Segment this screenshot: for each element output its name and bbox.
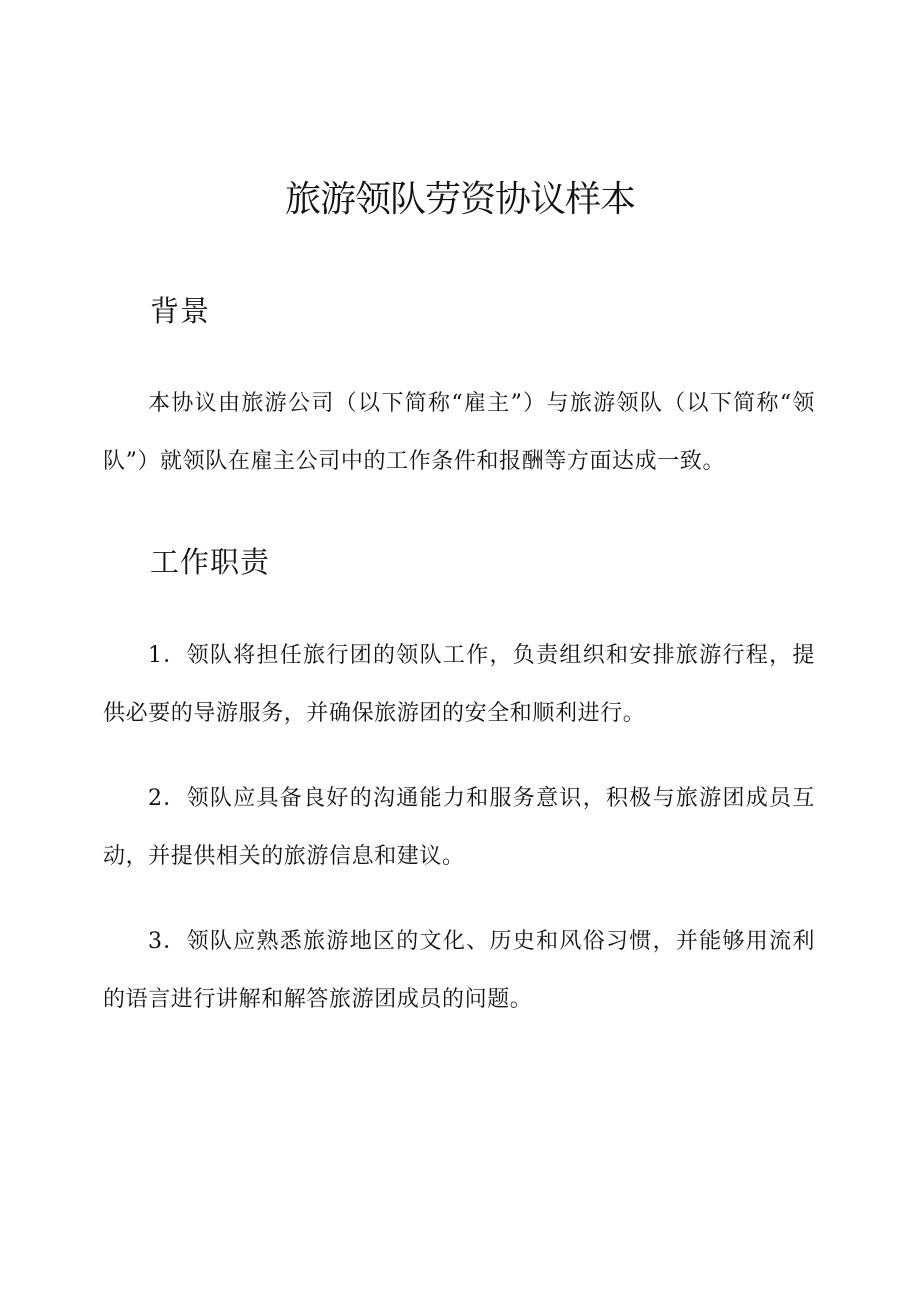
- section-heading-duties: 工作职责: [150, 545, 271, 579]
- duty-item-1: 1．领队将担任旅行团的领队工作，负责组织和安排旅游行程，提供必要的导游服务，并确保旅游团的安全和顺利进行。: [103, 643, 815, 726]
- background-paragraph: 本协议由旅游公司（以下简称“雇主”）与旅游领队（以下简称“领队”）就领队在雇主公司中的工作条件和报酬等方面达成一致。: [103, 391, 815, 474]
- document-title: 旅游领队劳资协议样本: [284, 179, 635, 220]
- duty-item-3: 3．领队应熟悉旅游地区的文化、历史和风俗习惯，并能够用流利的语言进行讲解和解答旅游团成员的问题。: [103, 929, 815, 1012]
- section-heading-background: 背景: [150, 294, 211, 328]
- duty-item-2: 2．领队应具备良好的沟通能力和服务意识，积极与旅游团成员互动，并提供相关的旅游信息和建议。: [103, 786, 815, 869]
